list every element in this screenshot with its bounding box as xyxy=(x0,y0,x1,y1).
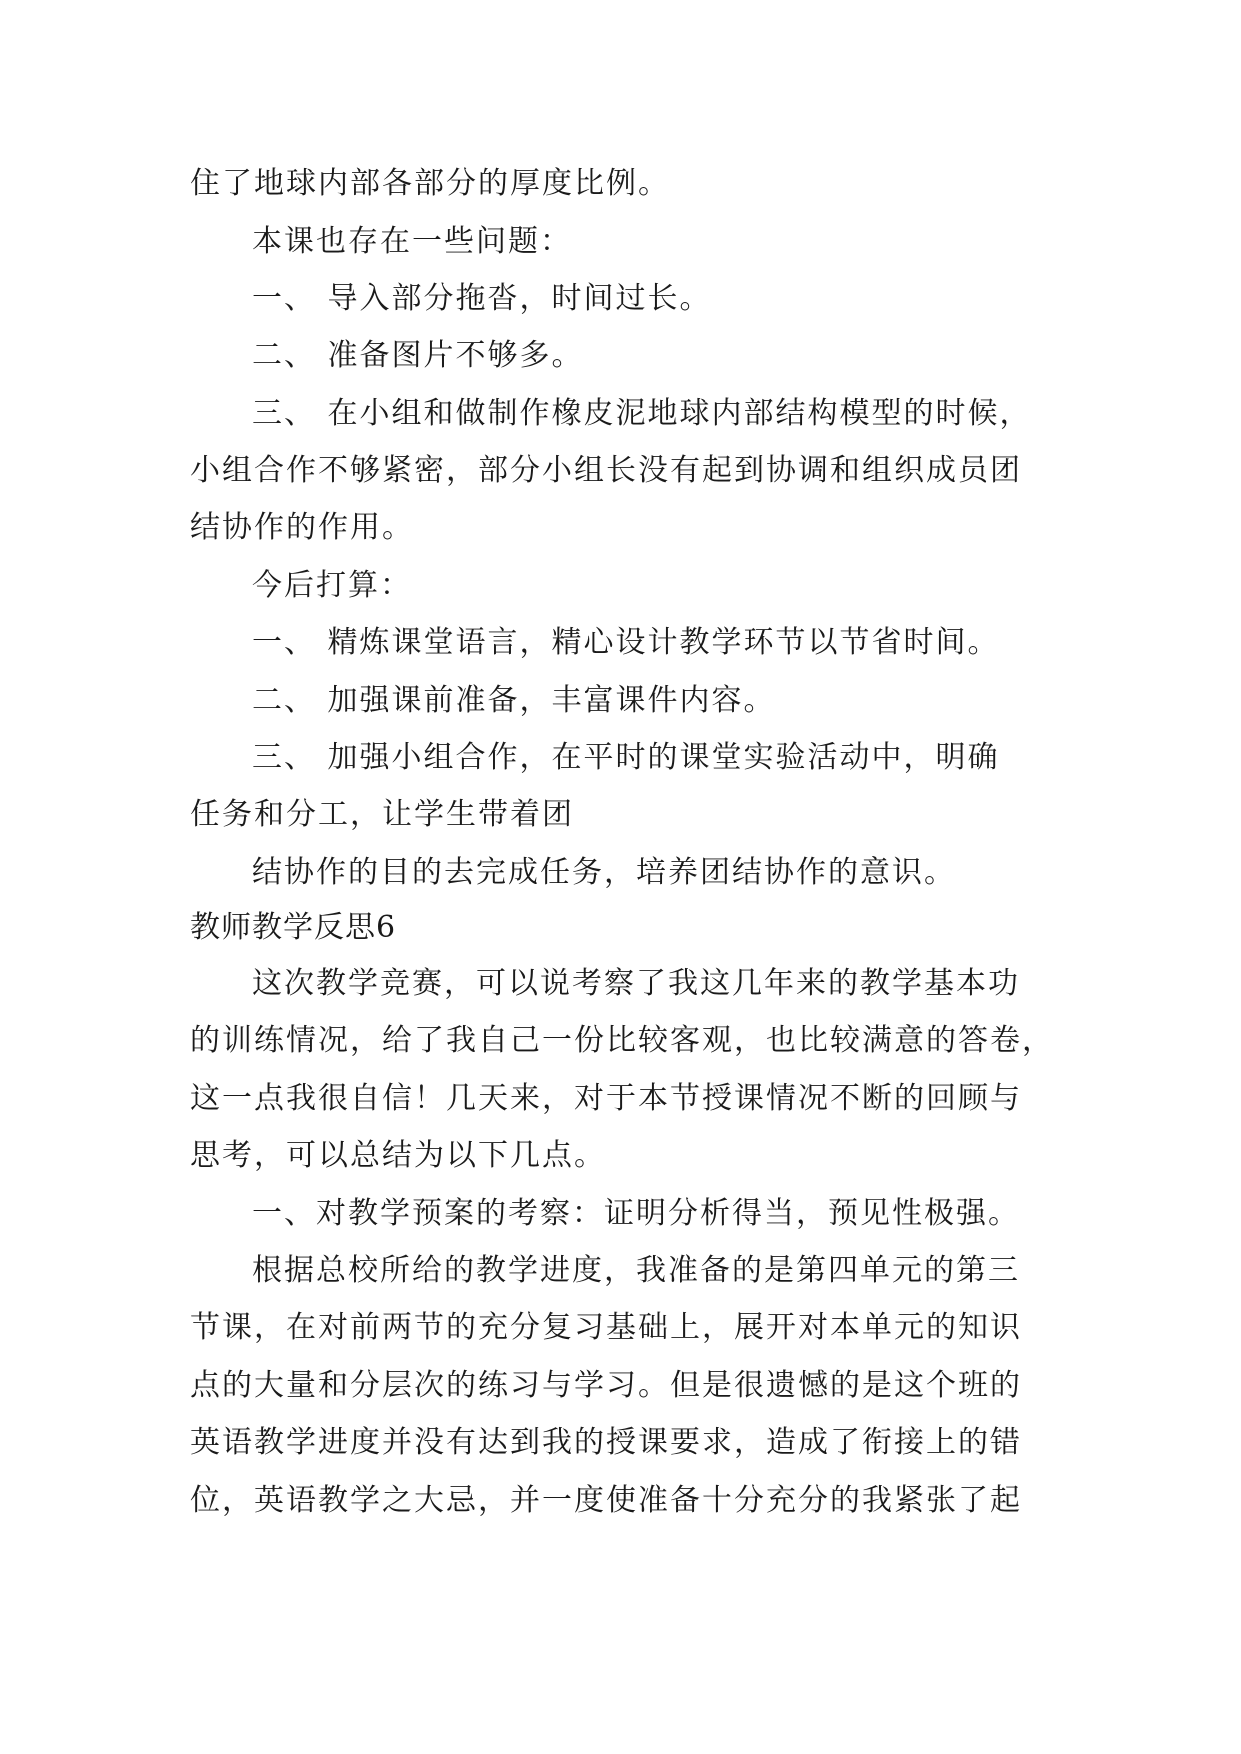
text-line: 这次教学竞赛，可以说考察了我这几年来的教学基本功 xyxy=(252,966,1020,1001)
text-line: 结协作的目的去完成任务，培养团结协作的意识。 xyxy=(252,855,956,890)
list-item: 二、 加强课前准备，丰富课件内容。 xyxy=(252,683,776,718)
text-line: 的训练情况，给了我自己一份比较客观，也比较满意的答卷， xyxy=(190,1023,1054,1058)
list-item: 二、 准备图片不够多。 xyxy=(252,338,584,373)
list-item: 三、 加强小组合作，在平时的课堂实验活动中，明确 xyxy=(252,740,1000,775)
text-line: 节课，在对前两节的充分复习基础上，展开对本单元的知识 xyxy=(190,1310,1022,1345)
text-line: 英语教学进度并没有达到我的授课要求，造成了衔接上的错 xyxy=(190,1425,1022,1460)
list-item: 一、 导入部分拖沓，时间过长。 xyxy=(252,281,712,316)
text-line: 住了地球内部各部分的厚度比例。 xyxy=(190,166,670,201)
text-line: 点的大量和分层次的练习与学习。但是很遗憾的是这个班的 xyxy=(190,1368,1022,1403)
text-line: 任务和分工，让学生带着团 xyxy=(190,797,574,832)
text-line: 今后打算： xyxy=(252,568,412,603)
text-line: 这一点我很自信！几天来，对于本节授课情况不断的回顾与 xyxy=(190,1081,1022,1116)
section-heading: 教师教学反思6 xyxy=(190,910,397,945)
text-line: 结协作的作用。 xyxy=(190,510,414,545)
text-line: 小组合作不够紧密，部分小组长没有起到协调和组织成员团 xyxy=(190,453,1022,488)
text-line: 位，英语教学之大忌，并一度使准备十分充分的我紧张了起 xyxy=(190,1483,1022,1518)
text-line: 根据总校所给的教学进度，我准备的是第四单元的第三 xyxy=(252,1253,1020,1288)
text-line: 本课也存在一些问题： xyxy=(252,224,572,259)
text-line: 思考，可以总结为以下几点。 xyxy=(190,1138,606,1173)
list-item: 一、对教学预案的考察：证明分析得当，预见性极强。 xyxy=(252,1196,1020,1231)
list-item: 三、 在小组和做制作橡皮泥地球内部结构模型的时候， xyxy=(252,396,1032,431)
list-item: 一、 精炼课堂语言，精心设计教学环节以节省时间。 xyxy=(252,625,1000,660)
